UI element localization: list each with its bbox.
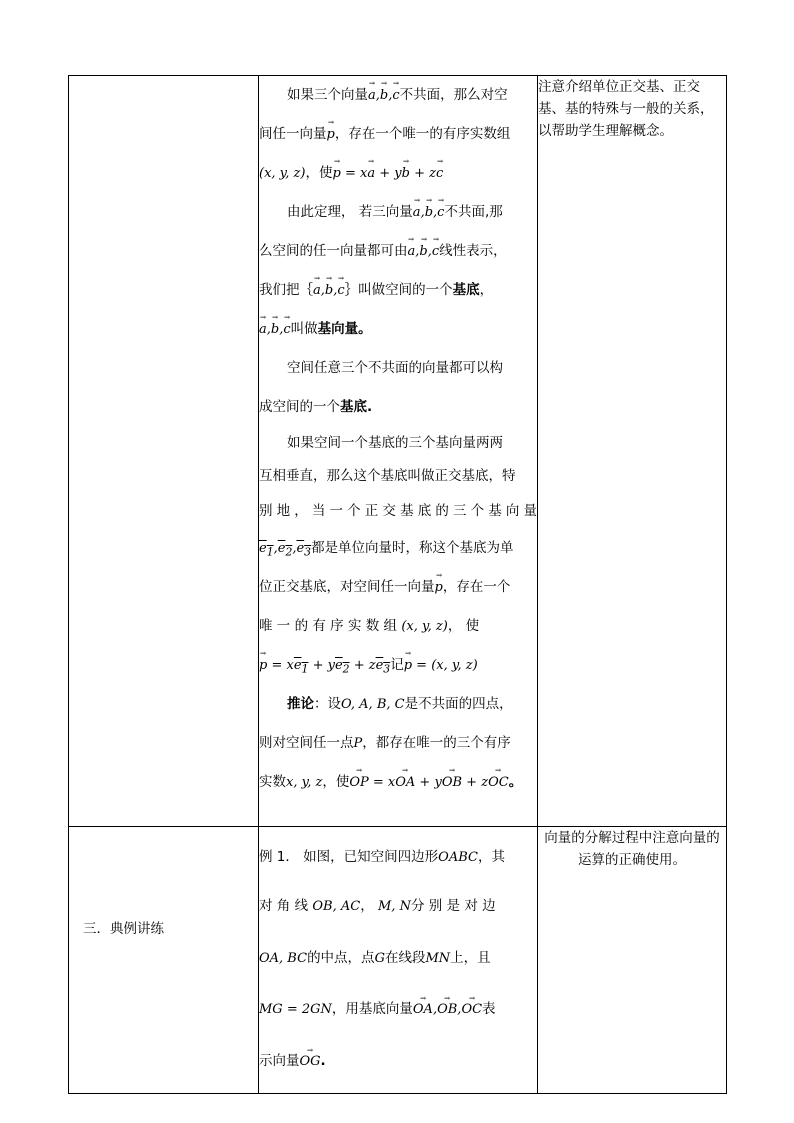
text-line: → $p = xe_1 + ye_2 + ze_3$记→ p = (x, y, z)	[259, 646, 537, 685]
content-cell-basis-theorem	[259, 76, 538, 827]
text-line: 如果空间一个基底的三个基向量两两	[287, 435, 503, 451]
text-line: 位正交基底，对空间任一向量→ p，存在一个	[259, 568, 537, 607]
teaching-note-cell	[538, 827, 727, 1094]
text-line: 推论：设O, A, B, C是不共面的四点，	[287, 696, 513, 712]
text-line: $e_1,e_2,e_3$都是单位向量时，称这个基底为单	[259, 540, 514, 559]
text-line: 成空间的一个基底.	[259, 399, 373, 415]
table-row	[69, 827, 727, 1094]
example-cell	[259, 827, 538, 1094]
left-cell-empty	[69, 76, 259, 827]
text-line: 示向量→ OG.	[259, 1042, 537, 1080]
text-line: 别地，当一个正交基底的三个基向量	[259, 503, 537, 519]
text-line: 间任一向量→ p，存在一个唯一的有序实数组	[259, 115, 537, 154]
teaching-note: 注意介绍单位正交基、正交基、基的特殊与一般的关系，以帮助学生理解概念。	[538, 79, 714, 139]
text-line: OA, BC的中点，点G在线段MN上，且	[259, 949, 491, 966]
text-line: 实数x, y, z，使→ OP = x→ OA + y→ OB + z→ OC。	[259, 763, 537, 802]
table-row	[69, 76, 727, 827]
text-line: 由此定理， 若三向量→ a,→ b,→ c不共面,那	[259, 193, 537, 232]
text-line: → a,→ b,→ c叫做基向量。	[259, 310, 537, 349]
section-label: 三．典例讲练	[83, 921, 164, 937]
teaching-note: 向量的分解过程中注意向量的运算的正确使用。	[544, 830, 720, 868]
lesson-table	[68, 75, 727, 1094]
text-line: 互相垂直，那么这个基底叫做正交基底，特	[259, 468, 516, 484]
section-label-cell	[69, 827, 259, 1094]
teaching-note-cell	[538, 76, 727, 827]
text-line: (x, y, z)，使→ p = x→ a + y→ b + z→ c	[259, 154, 537, 193]
text-line: 例 1． 如图，已知空间四边形OABC，其	[259, 848, 505, 865]
text-line: 么空间的任一向量都可由→ a,→ b,→ c线性表示，	[259, 232, 537, 271]
text-line: 我们把｛→ a,→ b,→ c｝叫做空间的一个基底，	[259, 271, 537, 310]
text-line: 如果三个向量→ a,→ b,→ c不共面，那么对空	[259, 76, 537, 115]
text-line: 空间任意三个不共面的向量都可以构	[287, 360, 503, 376]
text-line: 则对空间任一点P，都存在唯一的三个有序	[259, 735, 511, 751]
text-line: 对 角 线 OB, AC， M, N分 别 是 对 边	[259, 898, 496, 914]
text-line: 唯 一 的 有 序 实 数 组 (x, y, z)， 使	[259, 618, 480, 634]
text-line: MG = 2GN，用基底向量→ OA,→ OB,→ OC表	[259, 990, 537, 1028]
